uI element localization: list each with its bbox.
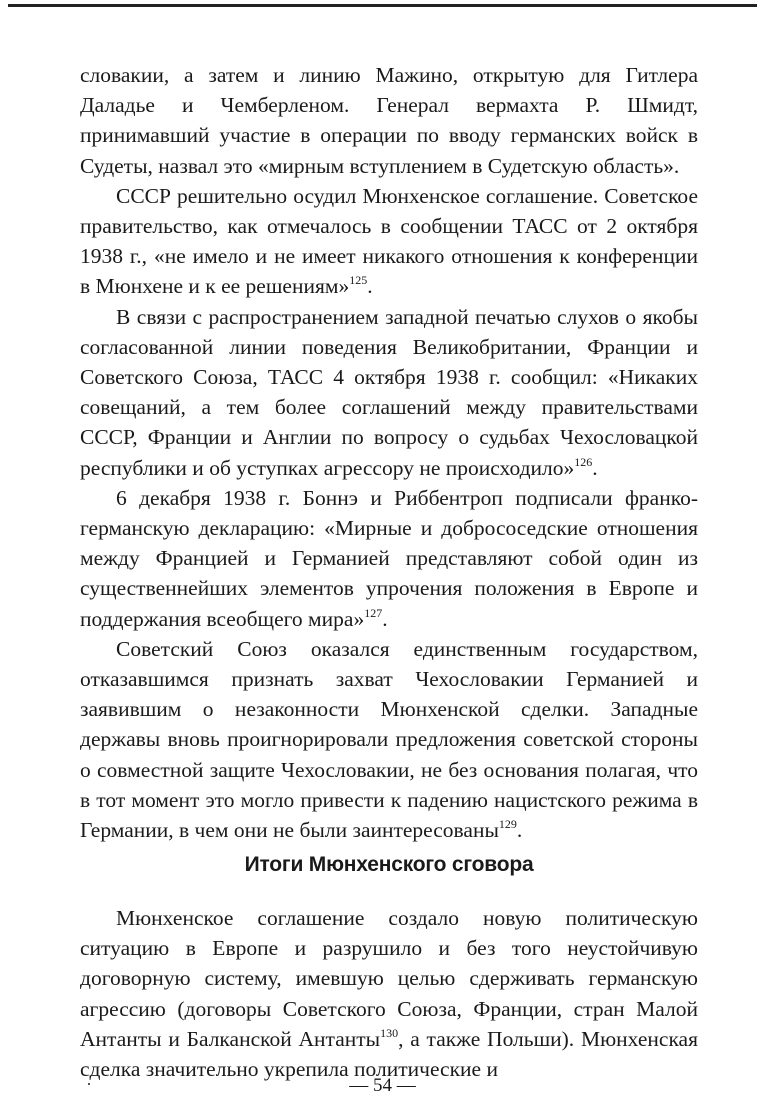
section-heading: Итоги Мюнхенского сговора: [244, 853, 534, 876]
paragraph-soviet-refusal: Советский Союз оказался единственным государством, отказавшимся признать захват Чехословакии Германией и заявившим о незаконности Мюнхенской сделки. Западные державы вновь проигнорировали предложения советской стороны о совместной защите Чехословакии, не без основания полагая, что в тот момент это могло привести к падению нацистского режима в Германии, в чем они не были заинтересованы$^{129}$.: [80, 636, 698, 843]
footnote-ref[interactable]: 129: [498, 817, 517, 832]
top-rule: [8, 4, 757, 7]
paragraph-ussr-condemned: СССР решительно осудил Мюнхенское соглашение. Советское правительство, как отмечалось в сообщении ТАСС от 2 октября 1938 г., «не имело и не имеет никакого отношения к конференции в Мюнхене и к ее решениям»$^{125}$.: [80, 183, 698, 299]
footnote-ref[interactable]: 127: [364, 605, 383, 620]
paragraph-continuation: словакии, а затем и линию Мажино, открытую для Гитлера Даладье и Чемберленом. Генерал вермахта Р. Шмидт, принимавший участие в операции по вводу германских войск в Судеты, назвал это «мирным вступлением в Судетскую область».: [80, 63, 698, 178]
body-text-upper: [80, 60, 698, 845]
body-text-lower: [80, 903, 698, 1084]
paragraph-tass-rumors: В связи с распространением западной печатью слухов о якобы согласованной линии поведения Великобритании, Франции и Советского Союза, ТАСС 4 октября 1938 г. сообщил: «Никаких совещаний, а тем более соглашений между правительствами СССР, Франции и Англии по вопросу о судьбах Чехословацкой республики и об уступках агрессору не происходило»$^{126}$.: [80, 304, 698, 480]
footnote-ref[interactable]: 126: [574, 454, 593, 469]
page-number: — 54 —: [349, 1075, 416, 1096]
paragraph-bonnet-ribbentrop: 6 декабря 1938 г. Боннэ и Риббентроп подписали франко-германскую декларацию: «Мирные и добрососедские отношения между Францией и Германией представляют собой один из существеннейших элементов упрочения положения в Европе и поддержания всеобщего мира»$^{127}$.: [80, 485, 698, 631]
footnote-ref[interactable]: 125: [349, 273, 368, 288]
paragraph-munich-results: Мюнхенское соглашение создало новую политическую ситуацию в Европе и разрушило и без того неустойчивую договорную систему, имевшую целью сдерживать германскую агрессию (договоры Советского Союза, Франции, стран Малой Антанты и Балканской Антанты$^{130}$, а также Польши). Мюнхенская сделка значительно укрепила политические и: [80, 906, 698, 1082]
footnote-ref[interactable]: 130: [380, 1025, 399, 1040]
